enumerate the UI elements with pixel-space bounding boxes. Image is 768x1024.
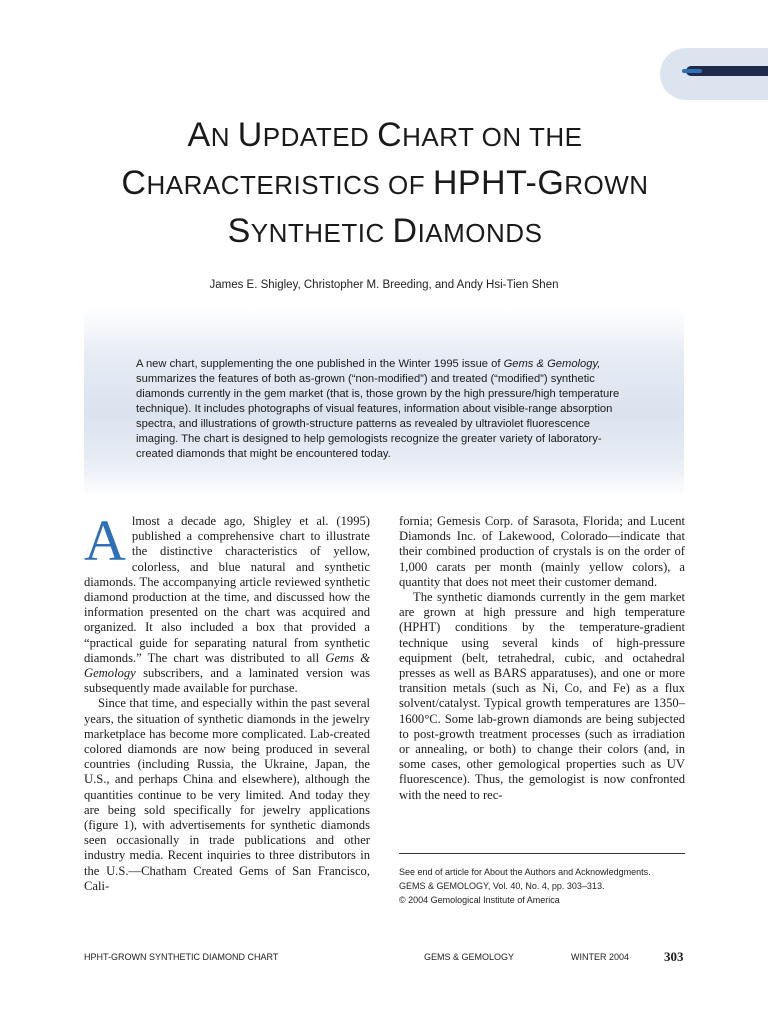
- footnote-copyright: © 2004 Gemological Institute of America: [399, 895, 560, 905]
- drop-cap: A: [84, 508, 126, 573]
- footnote: [399, 865, 699, 907]
- footnote-divider: [399, 853, 685, 854]
- body-column-left: [84, 508, 371, 894]
- footnote-citation: GEMS & GEMOLOGY, Vol. 40, No. 4, pp. 303–313.: [399, 881, 605, 891]
- abstract-journal-name: Gems & Gemology,: [503, 358, 601, 370]
- title-line-1: AN UPDATED CHART ON THE: [187, 116, 583, 154]
- page-number: 303: [664, 949, 684, 964]
- footer-issue-date: WINTER 2004: [571, 952, 630, 962]
- footer-journal: GEMS & GEMOLOGY: [424, 952, 515, 962]
- footnote-authors-note: See end of article for About the Authors and Acknowledgments.: [399, 867, 651, 877]
- page-edge-tab-accent: [682, 69, 702, 73]
- title-line-2: CHARACTERISTICS OF HPHT-GROWN: [121, 164, 649, 202]
- body-column-right: [399, 514, 685, 803]
- journal-name: Gems & Gemology: [84, 650, 371, 681]
- body-paragraph-2: Since that time, and especially within the past several years, the situation of synthetic diamonds in the jewelry marketplace has become more complicated. Lab-created colored diamonds are now being produced in several countries (including Russia, the Ukraine, Japan, the U.S., and perhaps China and elsewhere), although the quantities continue to be very limited. And today they are being sold specifically for jewelry applications (figure 1), with advertisements for synthetic diamonds seen occasionally in trade publications and other industry media. Recent inquiries to three distributors in the U.S.—Chatham Created Gems of San Francisco, Cali-: [84, 696, 370, 893]
- body-paragraph-4: The synthetic diamonds currently in the gem market are grown at high pressure and high temperature (HPHT) conditions by the temperature-gradient technique using several kinds of high-pressure equipment (belt, tetrahedral, cubic, and octahedral presses as well as BARS apparatuses), and one or more transition metals (such as Ni, Co, and Fe) as a flux solvent/catalyst. Typical growth temperatures are 1350–1600°C. Some lab-grown diamonds are being subjected to post-growth treatment processes (such as irradiation or annealing, or both) to change their colors (and, in some cases, other gemological properties such as UV fluorescence). Thus, the gemologist is now confronted with the need to rec-: [399, 590, 685, 802]
- title-line-3: SYNTHETIC DIAMONDS: [227, 212, 543, 250]
- running-title: HPHT-GROWN SYNTHETIC DIAMOND CHART: [84, 952, 279, 962]
- abstract: A new chart, supplementing the one published in the Winter 1995 issue of Gems & Gemology, summarizes the features of both as-grown (“non-modified”) and treated (“modified”) synthetic diamonds currently in the gem market (that is, those grown by the high pressure/high temperature technique). It includes photographs of visual features, information about visible-range absorption spectra, and illustrations of growth-structure patterns as revealed by ultraviolet fluorescence imaging. The chart is designed to help gemologists recognize the greater variety of laboratory-created diamonds that might be encountered today.: [136, 358, 620, 460]
- body-paragraph-1: Almost a decade ago, Shigley et al. (1995) published a comprehensive chart to illustrate the distinctive characteristics of yellow, colorless, and blue natural and synthetic diamonds. The accompanying article reviewed synthetic diamond production at the time, and discussed how the information presented on the chart was acquired and organized. It also included a box that provided a “practical guide for separating natural from synthetic diamonds.” The chart was distributed to all Gems & Gemology subscribers, and a laminated version was subsequently made available for purchase.: [84, 508, 371, 696]
- body-paragraph-3: fornia; Gemesis Corp. of Sarasota, Florida; and Lucent Diamonds Inc. of Lakewood, Colorado—indicate that their combined production of crystals is on the order of 1,000 carats per month (mainly yellow colors), a quantity that does not meet their customer demand.: [399, 514, 685, 589]
- author-list: James E. Shigley, Christopher M. Breeding, and Andy Hsi-Tien Shen: [209, 279, 559, 291]
- article-title: [60, 112, 710, 256]
